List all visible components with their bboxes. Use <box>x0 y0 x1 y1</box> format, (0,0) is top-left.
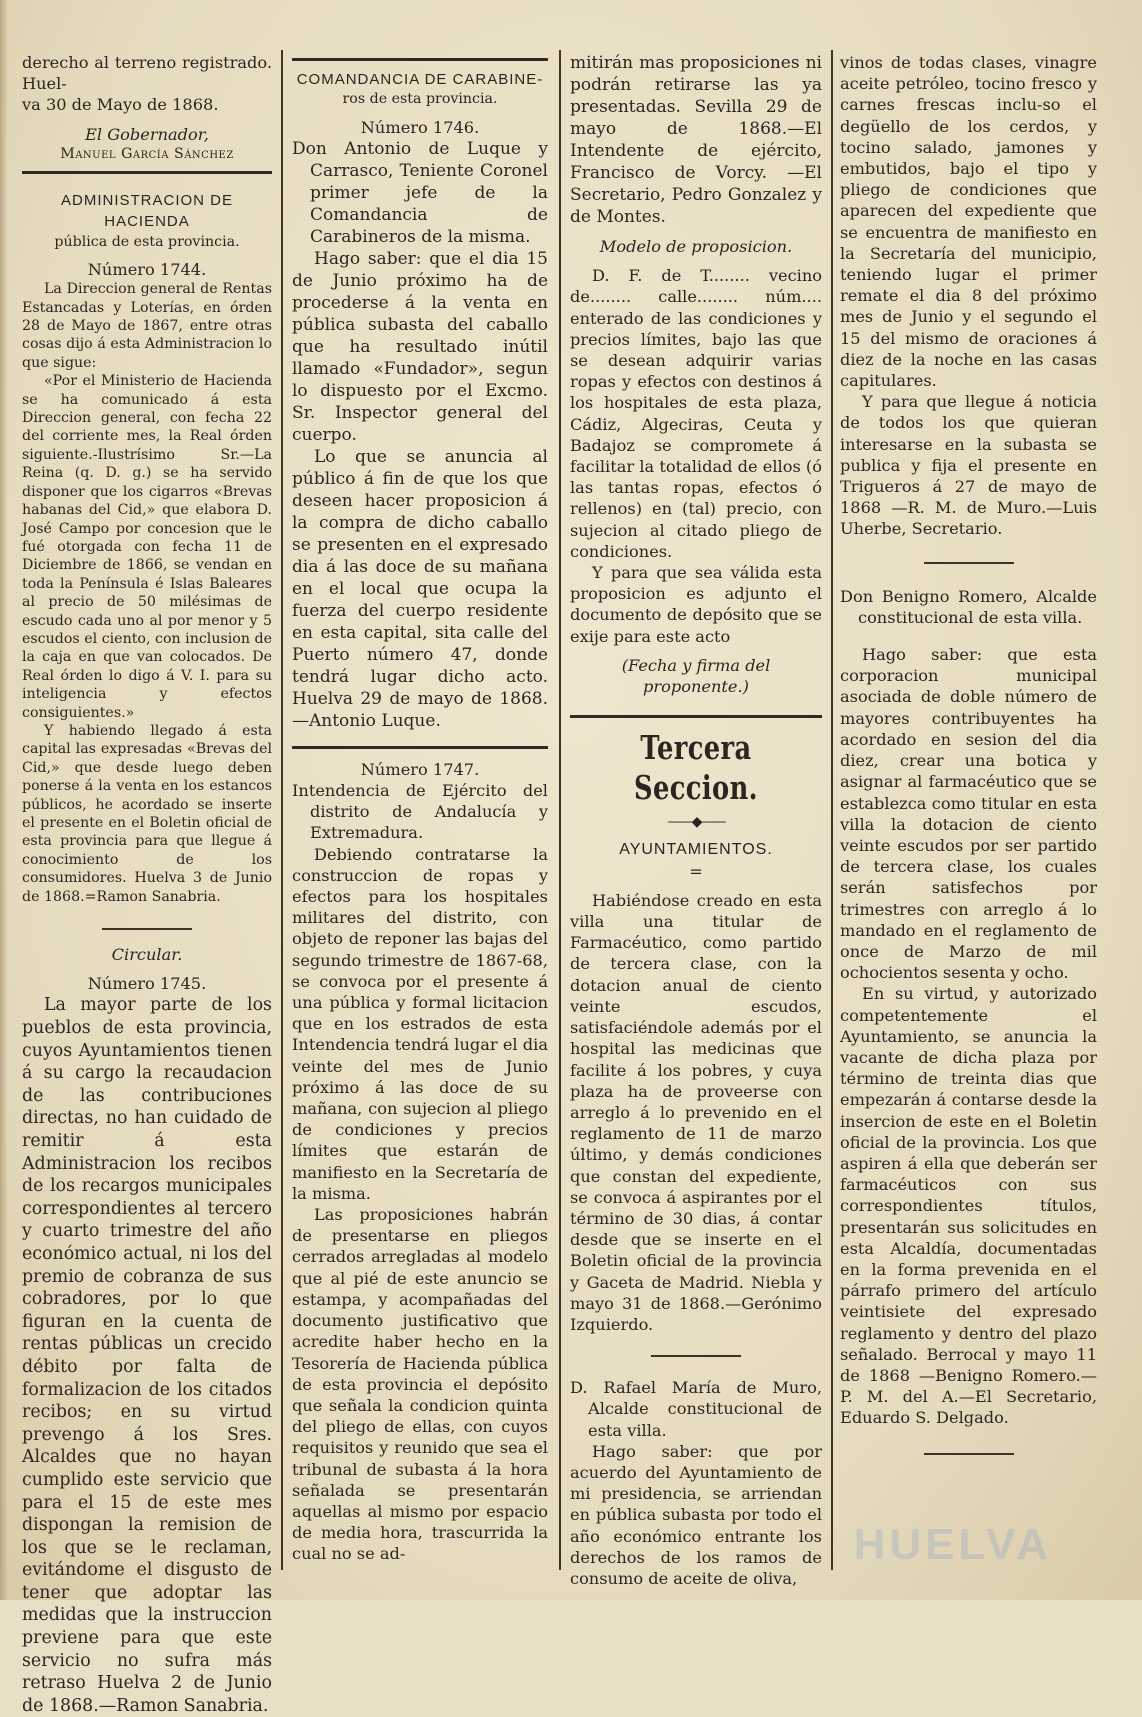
section-rule <box>292 58 548 61</box>
paragraph: Don Benigno Romero, Alcalde constitucional de esta villa. <box>840 586 1097 627</box>
paragraph: Hago saber: que por acuerdo del Ayuntamiento de mi presidencia, se arriendan en pública subasta por todo el año económico entrante los derechos de los ramos de consumo de aceite de oliva, <box>570 1441 822 1588</box>
paragraph: Y habiendo llegado á esta capital las expresadas «Brevas del Cid,» que desde luego deben ponerse á la venta en los estancos públicos, he acordado se inserte el presente en el Boletin oficial de esta provincia para que llegue á conocimiento de los consumidores. Huelva 3 de Junio de 1868.=Ramon Sanabria. <box>22 722 272 905</box>
divider <box>924 562 1014 564</box>
paragraph: Intendencia de Ejército del distrito de Andalucía y Extremadura. <box>292 781 548 843</box>
paragraph: mitirán mas proposiciones ni podrán retirarse las ya presentadas. Sevilla 29 de mayo de 1868.—El Intendente de ejército, Francisco de Vorcy. —El Secretario, Pedro Gonzalez y de Montes. <box>570 53 822 227</box>
text-line: va 30 de Mayo de 1868. <box>22 95 219 115</box>
page-edge-shadow <box>0 0 8 1600</box>
double-dash-divider: = <box>689 861 703 881</box>
notice-number: Número 1747. <box>360 759 480 779</box>
column-3 <box>570 52 822 1588</box>
section-rule <box>292 746 548 749</box>
paragraph: La Direccion general de Rentas Estancadas y Loterías, en órden 28 de Mayo de 1867, entre otras cosas dijo á esta Administracion lo que sigue: <box>22 281 272 371</box>
archive-watermark: HUELVA <box>853 1520 1052 1569</box>
column-divider <box>831 50 833 1570</box>
paragraph: En su virtud, y autorizado competentemente el Ayuntamiento, se anuncia la vacante de dicha plaza por término de treinta dias que empezarán á contarse desde la insercion de este en el Boletin oficial de la provincia. Los que aspiren á ella que deberán ser farmacéuticos con sus correspondientes títulos, presentarán sus solicitudes en esta Alcaldía, documentadas en la forma prevenida en el párrafo primero del artículo veintisiete del expresado reglamento y dentro del plazo señalado. Berrocal y mayo 11 de 1868 —Benigno Romero.—P. M. del A.—El Secretario, Eduardo S. Delgado. <box>840 984 1097 1428</box>
paragraph: Don Antonio de Luque y Carrasco, Teniente Coronel primer jefe de la Comandancia de Carabineros de la misma. <box>292 138 548 247</box>
text-line: derecho al terreno registrado. Huel- <box>22 53 272 94</box>
section-heading: COMANDANCIA DE CARABINE- <box>296 71 544 88</box>
notice-number: Número 1745. <box>87 974 207 994</box>
column-1 <box>22 52 272 1716</box>
section-rule <box>22 171 272 174</box>
column-2 <box>292 52 548 1580</box>
paragraph: Debiendo contratarse la construccion de ropas y efectos para los hospitales militares del distrito, con objeto de reponer las bajas del segundo trimestre de 1867-68, se convoca por el presente á una pública y formal licitacion que en los estrados de esta Intendencia tendrá lugar el dia veinte del mes de Junio próximo á las doce de su mañana, con sujecion al pliego de condiciones y precios límites que estarán de manifiesto en la Secretaría de la misma. <box>292 844 548 1203</box>
column-4 <box>840 52 1097 1580</box>
paragraph: Y para que sea válida esta proposicion es adjunto el documento de depósito que se exije para este acto <box>570 563 822 646</box>
section-heading: ADMINISTRACION DE HACIENDA <box>60 192 233 231</box>
paragraph: «Por el Ministerio de Hacienda se ha comunicado á esta Direccion general, con fecha 22 del corriente mes, la Real órden siguiente.-Ilustrísimo Sr.—La Reina (q. D. g.) se ha servido disponer que los cigarros «Brevas habanas del Cid,» que elabora D. José Campo por concesion que le fué otorgada con fecha 11 de Diciembre de 1866, se vendan en toda la Península é Islas Baleares al precio de 50 milésimas de escudo cada uno al por menor y 5 escudos el ciento, con inclusion de la caja en que van colocados. De Real órden lo digo á V. I. para su inteligencia y efectos consiguientes.» <box>22 373 272 721</box>
divider <box>102 928 192 930</box>
paragraph: D. F. de T........ vecino de........ calle........ núm.... enterado de las condiciones y precios límites, bajo las que se desean adquirir varias ropas y efectos con destinos á los hospitales de esta plaza, Cádiz, Algeciras, Ceuta y Badajoz se compromete á facilitar la totalidad de ellos (ó las tantas ropas, efectos ó rellenos) en (tal) precio, con sujecion al citado pliego de condiciones. <box>570 266 822 561</box>
paragraph: La mayor parte de los pueblos de esta provincia, cuyos Ayuntamientos tienen á su cargo la recaudacion de las contribuciones directas, no han cuidado de remitir á esta Administracion los recibos de los recargos municipales correspondientes al tercero y cuarto trimestre del año económico actual, ni los del premio de cobranza de sus cobradores, por lo que figuran en la cuenta de rentas públicas un crecido débito por falta de formalizacion de los citados recibos; en su virtud prevengo á los Sres. Alcaldes que no hayan cumplido este servicio que para el 15 de este mes dispongan la remision de los que se le reclaman, evitándome el disgusto de tener que adoptar las medidas que la instruccion previene para que este servicio no sufra más retraso Huelva 2 de Junio de 1868.—Ramon Sanabria. <box>22 995 272 1716</box>
column-divider <box>559 50 561 1570</box>
column-divider <box>281 50 283 1570</box>
paragraph: Y para que llegue á noticia de todos los que quieran interesarse en la subasta se publica y fija el presente en Trigueros á 27 de mayo de 1868 —R. M. de Muro.—Luis Uherbe, Secretario. <box>840 392 1097 539</box>
signature-name: Manuel García Sánchez <box>60 145 234 162</box>
section-subheading: pública de esta provincia. <box>54 233 240 250</box>
paragraph: Hago saber: que el dia 15 de Junio próximo ha de procederse á la venta en pública subasta del caballo que ha resultado inútil llamado «Fundador», segun lo dispuesto por el Excmo. Sr. Inspector general del cuerpo. <box>292 248 548 445</box>
divider <box>651 1355 741 1357</box>
ornament-divider: ——◆—— <box>667 814 725 831</box>
section-title: Tercera Seccion. <box>633 728 759 808</box>
paragraph: Habiéndose creado en esta villa una titular de Farmacéutico, como partido de tercera clase, con la dotacion anual de ciento veinte escudos, satisfaciéndole además por el hospital las medicinas que facilite á los pobres, y cuya plaza ha de proveerse con arreglo á lo prevenido en el reglamento de 11 de marzo último, y demás condiciones que constan del expediente, se convoca á aspirantes por el término de 30 dias, á contar desde que se inserte en el Boletin oficial de la provincia y Gaceta de Madrid. Niebla y mayo 31 de 1868.—Gerónimo Izquierdo. <box>570 890 822 1334</box>
notice-number: Número 1746. <box>360 117 480 137</box>
paragraph: Las proposiciones habrán de presentarse en pliegos cerrados arregladas al modelo que al pié de este anuncio se estampa, y acompañadas del documento justificativo que acredite haber hecho en la Tesorería de Hacienda pública de esta provincia el depósito que señala la condicion quinta del pliego de ellas, con cuyos requisitos y reunido que sea el tribunal de subasta á la hora señalada se presentarán aquellas al mismo por espacio de media hora, trascurrida la cual no se ad- <box>292 1205 548 1564</box>
paragraph: D. Rafael María de Muro, Alcalde constitucional de esta villa. <box>570 1378 822 1440</box>
notice-number: Número 1744. <box>87 260 207 280</box>
signature-title: El Gobernador, <box>85 124 209 144</box>
model-heading: Modelo de proposicion. <box>599 237 793 256</box>
signature-note: (Fecha y firma del proponente.) <box>621 655 771 697</box>
section-heading: AYUNTAMIENTOS. <box>619 841 773 859</box>
paragraph: Lo que se anuncia al público á fin de que los que deseen hacer proposicion á la compra de dicho caballo se presenten en el expresado dia á las doce de su mañana en el local que ocupa la fuerza del cuerpo residente en esta capital, sita calle del Puerto número 47, donde tendrá lugar dicho acto. Huelva 29 de mayo de 1868.—Antonio Luque. <box>292 446 548 731</box>
paragraph: Hago saber: que esta corporacion municipal asociada de doble número de mayores contribuyentes ha acordado en sesion del dia diez, crear una botica y asignar al farmacéutico que se establezca como titular en esta villa la dotacion de ciento veinte escudos por ser partido de tercera clase, los cuales serán satisfechos por trimestres con arreglo á lo mandado en el reglamento de once de Marzo de mil ochocientos sesenta y ocho. <box>840 645 1097 983</box>
section-subheading: ros de esta provincia. <box>342 91 498 108</box>
circular-heading: Circular. <box>111 945 183 965</box>
section-rule <box>570 715 822 718</box>
divider <box>924 1453 1014 1455</box>
paragraph: vinos de todas clases, vinagre aceite petróleo, tocino fresco y carnes frescas inclu-so el degüello de los cerdos, y tocino salado, jamones y embutidos, bajo el tipo y pliego de condiciones que aparecen del expediente que se encuentra de manifiesto en la Secretaría del municipio, teniendo lugar el primer remate el dia 8 del próximo mes de Junio y el segundo el 15 del mismo de oraciones á diez de la noche en las casas capitulares. <box>840 53 1097 391</box>
